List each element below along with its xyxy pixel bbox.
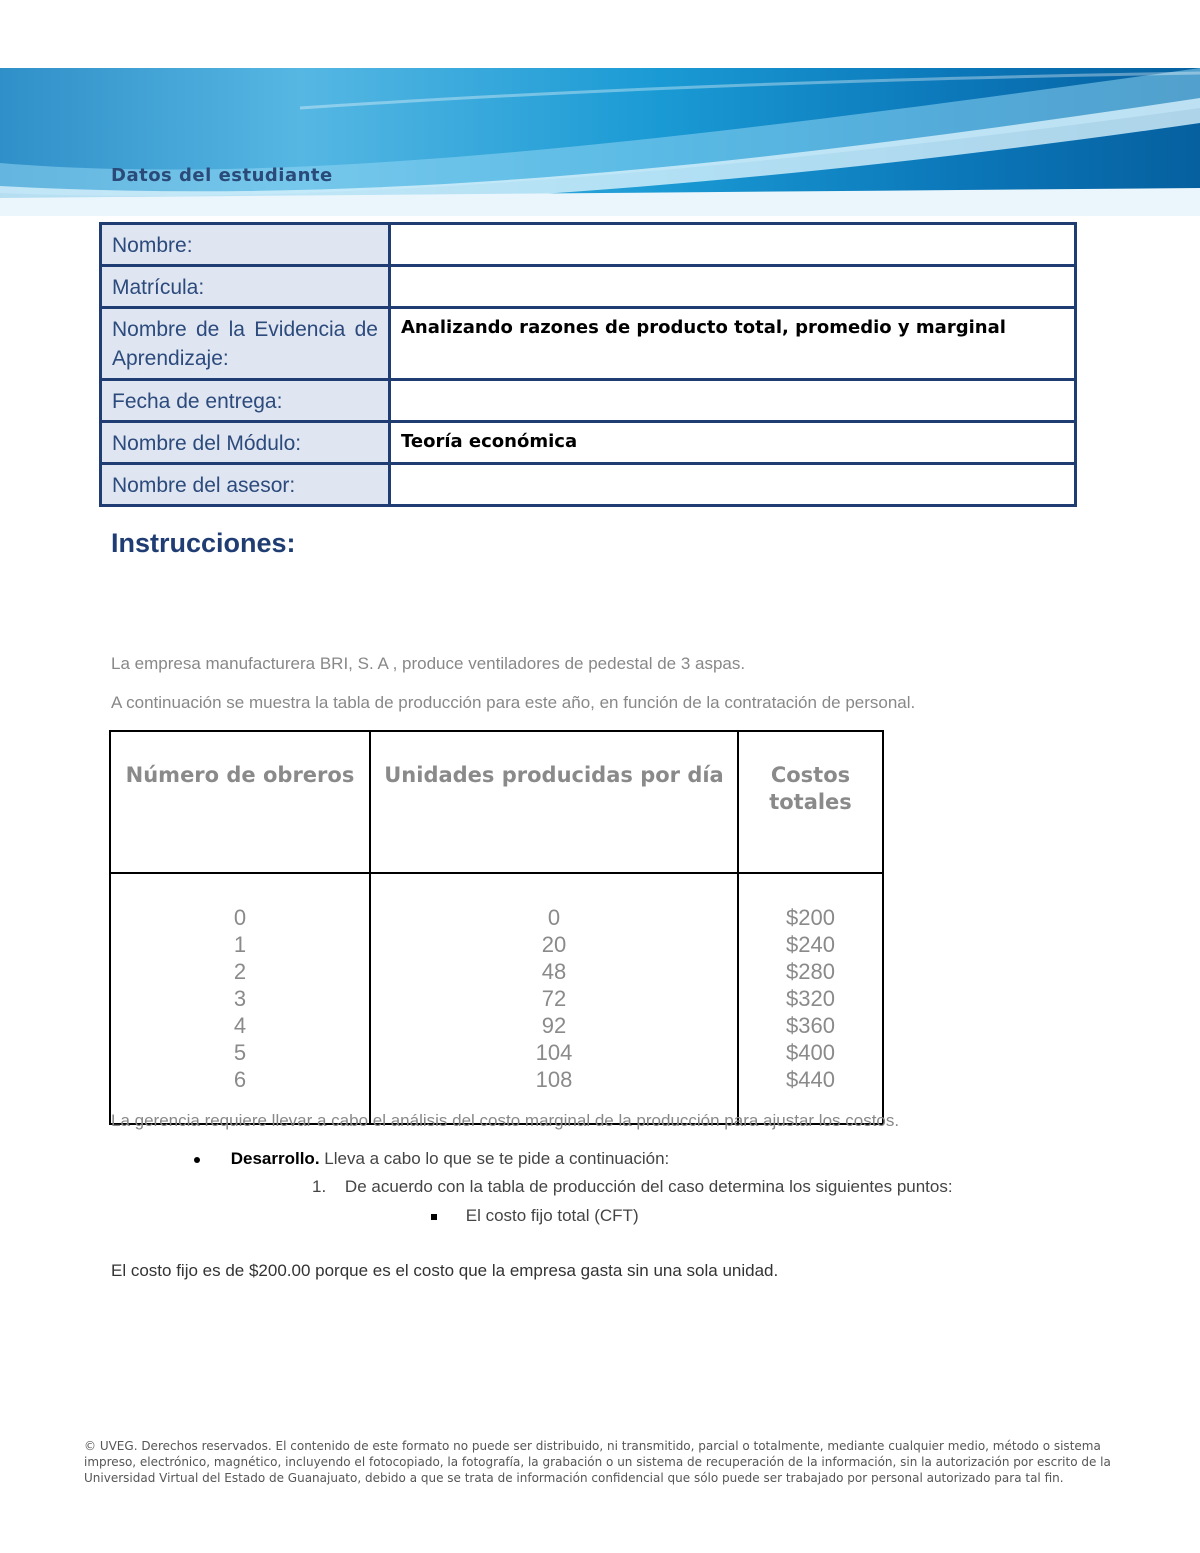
production-table: [109, 730, 884, 1125]
table-row: [101, 308, 1076, 380]
cell-value: $320: [786, 986, 835, 1011]
cell-value: 2: [233, 959, 247, 984]
header-banner: [0, 68, 1200, 216]
field-nombre[interactable]: [390, 224, 1076, 266]
field-matricula[interactable]: [390, 266, 1076, 308]
cell-value: 20: [541, 932, 567, 957]
cell-value: 48: [541, 959, 567, 984]
copyright-footer: © UVEG. Derechos reservados. El contenido de este formato no puede ser distribuido, ni transmitido, parcial o totalmente, mediante cualquier medio, método o sistema impreso, electrónico, magnético, incluyendo el fotocopiado, la fotografía, la grabación o un sistema de recuperación de la información, sin la autorización por escrito de la Universidad Virtual del Estado de Guanajuato, debido a que se trata de información confidencial que sólo puede ser trabajado por personal autorizado para tal fin.: [84, 1439, 1111, 1485]
answer-paragraph: El costo fijo es de $200.00 porque es el costo que la empresa gasta sin una sola unidad.: [111, 1261, 779, 1280]
label-modulo: Nombre del Módulo:: [101, 422, 390, 464]
list-item: [431, 1206, 639, 1226]
table-row: [101, 464, 1076, 506]
label-matricula: Matrícula:: [101, 266, 390, 308]
cell-value: 5: [233, 1040, 247, 1065]
list-number: 1.: [312, 1177, 327, 1196]
bullet-text: Lleva a cabo lo que se te pide a continuación:: [319, 1149, 670, 1168]
cell-value: 0: [233, 905, 247, 930]
table-row: [101, 380, 1076, 422]
instructions-heading: Instrucciones:: [111, 528, 296, 558]
table-row: [101, 422, 1076, 464]
label-asesor: Nombre del asesor:: [101, 464, 390, 506]
units-column: [370, 873, 738, 1124]
subbullet-text: El costo fijo total (CFT): [465, 1206, 639, 1225]
label-evidencia: Nombre de la Evidencia de Aprendizaje:: [101, 308, 390, 380]
cell-value: 0: [547, 905, 561, 930]
cell-value: 6: [233, 1067, 247, 1092]
table-row: [101, 224, 1076, 266]
header-units: Unidades producidas por día: [370, 731, 738, 873]
list-item: [312, 1177, 953, 1197]
student-info-table: [99, 222, 1077, 507]
field-asesor[interactable]: [390, 464, 1076, 506]
table-row: [110, 873, 883, 1124]
cell-value: 72: [541, 986, 567, 1011]
header-costs: Costos totales: [738, 731, 883, 873]
square-bullet-icon: [431, 1214, 437, 1220]
numbered-text: De acuerdo con la tabla de producción del caso determina los siguientes puntos:: [344, 1177, 953, 1196]
cell-value: $360: [786, 1013, 835, 1038]
cell-value: 104: [535, 1040, 573, 1065]
banner-swoosh-graphic: [0, 68, 1200, 216]
cell-value: 1: [233, 932, 247, 957]
intro-paragraph: La empresa manufacturera BRI, S. A , produce ventiladores de pedestal de 3 aspas.: [111, 654, 746, 673]
cell-value: $200: [786, 905, 835, 930]
label-nombre: Nombre:: [101, 224, 390, 266]
cell-value: $440: [786, 1067, 835, 1092]
field-fecha[interactable]: [390, 380, 1076, 422]
bullet-icon: [194, 1157, 200, 1163]
table-intro-paragraph: A continuación se muestra la tabla de producción para este año, en función de la contratación de personal.: [111, 693, 916, 712]
list-item: [194, 1149, 669, 1169]
table-header-row: [110, 731, 883, 873]
bullet-bold-label: Desarrollo.: [230, 1149, 320, 1168]
workers-column: [110, 873, 370, 1124]
field-modulo[interactable]: Teoría económica: [390, 422, 1076, 464]
table-row: [101, 266, 1076, 308]
cell-value: 3: [233, 986, 247, 1011]
cell-value: $280: [786, 959, 835, 984]
costs-column: [738, 873, 883, 1124]
banner-title: Datos del estudiante: [111, 165, 333, 186]
cell-value: 108: [535, 1067, 573, 1092]
header-workers: Número de obreros: [110, 731, 370, 873]
analysis-paragraph: La gerencia requiere llevar a cabo el análisis del costo marginal de la producción para ajustar los costos.: [111, 1111, 900, 1130]
cell-value: $240: [786, 932, 835, 957]
field-evidencia[interactable]: Analizando razones de producto total, promedio y marginal: [390, 308, 1076, 380]
cell-value: 92: [541, 1013, 567, 1038]
label-fecha: Fecha de entrega:: [101, 380, 390, 422]
cell-value: $400: [786, 1040, 835, 1065]
cell-value: 4: [233, 1013, 247, 1038]
